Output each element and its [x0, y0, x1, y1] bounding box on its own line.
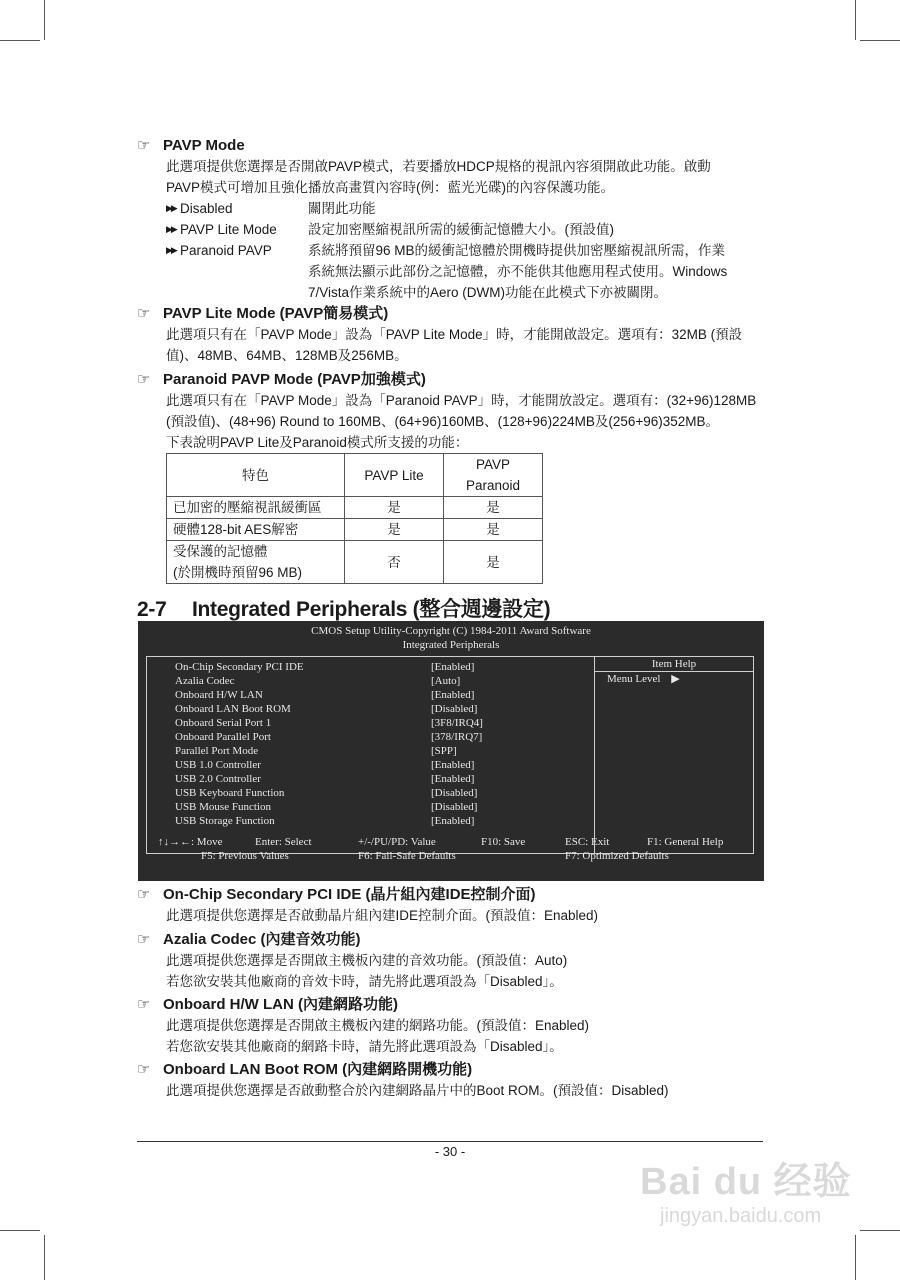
- desc-line: 此選項只有在「PAVP Mode」設為「PAVP Lite Mode」時，才能開啟設定。選項有：32MB (預設: [166, 327, 743, 342]
- pointing-hand-icon: ☞: [137, 886, 151, 903]
- bios-subtitle: Integrated Peripherals: [402, 639, 500, 651]
- footer-rule: [137, 1141, 763, 1142]
- section-heading: Onboard H/W LAN (內建網路功能): [163, 996, 398, 1013]
- desc-line: 此選項提供您選擇是否啟動晶片組內建IDE控制介面。(預設值：Enabled): [166, 908, 599, 923]
- section-heading: PAVP Lite Mode (PAVP簡易模式): [163, 305, 389, 322]
- crop-mark: [860, 40, 900, 41]
- desc-line: PAVP模式可增加且強化播放高畫質內容時(例：藍光光碟)的內容保護功能。: [166, 180, 615, 195]
- section-heading: Paranoid PAVP Mode (PAVP加強模式): [163, 371, 426, 388]
- crop-mark: [855, 0, 856, 40]
- pavp-mode-section: [137, 136, 777, 303]
- crop-mark: [44, 0, 45, 40]
- desc-line: 此選項提供您選擇是否開啟PAVP模式，若要播放HDCP規格的視訊內容須開啟此功能。啟動: [166, 159, 711, 174]
- section-heading: PAVP Mode: [163, 137, 245, 154]
- desc-line: 下表說明PAVP Lite及Paranoid模式所支援的功能：: [166, 435, 469, 450]
- bios-item[interactable]: Onboard LAN Boot ROM [Disabled]: [175, 703, 478, 715]
- pointing-hand-icon: ☞: [137, 371, 151, 388]
- watermark-url: jingyan.baidu.com: [660, 1205, 822, 1227]
- table-row: 受保護的記憶體 (於開機時預留96 MB) 否 是: [167, 541, 543, 584]
- desc-line: 此選項只有在「PAVP Mode」設為「Paranoid PAVP」時，才能開放設定。選項有：(32+96)128MB: [166, 393, 757, 408]
- option-row: ▶▶ PAVP Lite Mode 設定加密壓縮視訊所需的緩衝記憶體大小。(預設值): [166, 219, 777, 240]
- bios-item[interactable]: Parallel Port Mode [SPP]: [175, 745, 457, 757]
- pointing-hand-icon: ☞: [137, 137, 151, 154]
- bios-item-list: [147, 657, 595, 853]
- onchip-ide-section: [137, 885, 777, 926]
- desc-line: 若您欲安裝其他廠商的音效卡時，請先將此選項設為「Disabled」。: [166, 974, 563, 989]
- bios-item[interactable]: Onboard Parallel Port [378/IRQ7]: [175, 731, 483, 743]
- bios-item[interactable]: USB Storage Function [Enabled]: [175, 815, 475, 827]
- page-number: - 30 -: [434, 1144, 466, 1159]
- bios-pane: [146, 656, 754, 854]
- comparison-table: [166, 453, 543, 584]
- triangle-right-icon: ▶: [671, 673, 680, 685]
- bios-item[interactable]: USB Keyboard Function [Disabled]: [175, 787, 478, 799]
- paranoid-section: [137, 370, 777, 584]
- watermark: [640, 1150, 860, 1240]
- desc-line: 此選項提供您選擇是否啟動整合於內建網路晶片中的Boot ROM。(預設值：Disabled): [166, 1083, 669, 1098]
- bios-item[interactable]: Azalia Codec [Auto]: [175, 675, 461, 687]
- table-header: 特色 PAVP Lite PAVP Paranoid: [167, 454, 543, 497]
- desc-line: 若您欲安裝其他廠商的網路卡時，請先將此選項設為「Disabled」。: [166, 1039, 563, 1054]
- pointing-hand-icon: ☞: [137, 931, 151, 948]
- desc-line: 值)、48MB、64MB、128MB及256MB。: [166, 348, 408, 363]
- section-heading: Azalia Codec (內建音效功能): [163, 931, 361, 948]
- bios-item[interactable]: On-Chip Secondary PCI IDE [Enabled]: [175, 661, 475, 673]
- section-title: 2-7 Integrated Peripherals (整合週邊設定): [137, 598, 551, 621]
- pointing-hand-icon: ☞: [137, 1061, 151, 1078]
- crop-mark: [860, 1230, 900, 1231]
- option-row: ▶▶ Paranoid PAVP 系統將預留96 MB的緩衝記憶體於開機時提供加密壓縮視訊所需，作業 系統無法顯示此部份之記憶體，亦不能供其他應用程式使用。Windows 7/Vista作業系統中的Aero (DWM)功能在此模式下亦被關閉。: [166, 240, 777, 303]
- double-arrow-icon: ▶▶: [166, 245, 176, 255]
- item-help-header: Item Help: [595, 657, 753, 672]
- option-row: ▶▶ Disabled 關閉此功能: [166, 198, 777, 219]
- lan-section: [137, 995, 777, 1057]
- table-row: 已加密的壓縮視訊緩衝區 是 是: [167, 497, 543, 519]
- bios-item[interactable]: USB 2.0 Controller [Enabled]: [175, 773, 475, 785]
- watermark-logo: Bai du 经验: [640, 1161, 852, 1203]
- section-heading: Onboard LAN Boot ROM (內建網路開機功能): [163, 1061, 473, 1078]
- crop-mark: [0, 1230, 40, 1231]
- crop-mark: [44, 1235, 45, 1280]
- table-row: 硬體128-bit AES解密 是 是: [167, 519, 543, 541]
- bios-screenshot: CMOS Setup Utility-Copyright (C) 1984-2011 Award Software Integrated Peripherals On-Chip Secondary PCI IDE [Enabled] Azalia Codec [Auto] Onboard H/W LAN [Enabled] Onboard LAN Boot ROM [Disabled] Onboard Serial Port 1 [3F8/IRQ4] Onboard Parallel Port [378/IRQ7] Parallel Port Mode [SPP] USB 1.0 Controller [Enabled] USB 2.0 Controller [Enabled] USB Keyboard Function [Disabled] USB Mouse Function [Disabled] USB Storage Function [Enabled] Item Help Menu Level ▶ ↑↓→←: Move Enter: Select +/-/PU/PD: Value F10: Save ESC: Exit F1: General Help F5: Previous Values F6: Fail-Safe Defaults F7: Optimized Defaults: [138, 621, 764, 881]
- bios-item[interactable]: USB Mouse Function [Disabled]: [175, 801, 478, 813]
- desc-line: 此選項提供您選擇是否開啟主機板內建的網路功能。(預設值：Enabled): [166, 1018, 590, 1033]
- boot-rom-section: [137, 1060, 777, 1101]
- menu-level: Menu Level ▶: [607, 673, 680, 685]
- bios-item[interactable]: USB 1.0 Controller [Enabled]: [175, 759, 475, 771]
- section-heading: On-Chip Secondary PCI IDE (晶片組內建IDE控制介面): [163, 886, 536, 903]
- bios-item[interactable]: Onboard H/W LAN [Enabled]: [175, 689, 475, 701]
- desc-line: 此選項提供您選擇是否開啟主機板內建的音效功能。(預設值：Auto): [166, 953, 568, 968]
- bios-title: CMOS Setup Utility-Copyright (C) 1984-2011 Award Software: [311, 625, 591, 637]
- pointing-hand-icon: ☞: [137, 996, 151, 1013]
- desc-line: (預設值)、(48+96) Round to 160MB、(64+96)160MB、(128+96)224MB及(256+96)352MB。: [166, 414, 720, 429]
- double-arrow-icon: ▶▶: [166, 203, 176, 213]
- double-arrow-icon: ▶▶: [166, 224, 176, 234]
- crop-mark: [855, 1235, 856, 1280]
- pavp-lite-section: [137, 304, 777, 366]
- azalia-section: [137, 930, 777, 992]
- pointing-hand-icon: ☞: [137, 305, 151, 322]
- bios-item[interactable]: Onboard Serial Port 1 [3F8/IRQ4]: [175, 717, 483, 729]
- crop-mark: [0, 40, 40, 41]
